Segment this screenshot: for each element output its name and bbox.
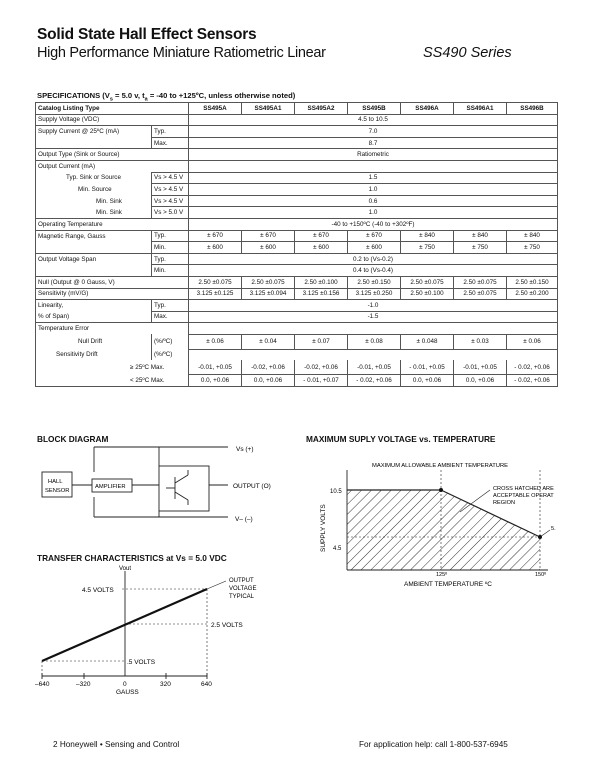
supply-chart-title: MAXIMUM SUPLY VOLTAGE vs. TEMPERATURE (306, 434, 496, 444)
cell-value: ± 0.08 (348, 334, 401, 349)
cell-value: ± 840 (401, 230, 454, 242)
row-label: Output Type (Sink or Source) (36, 149, 189, 161)
block-diagram-title: BLOCK DIAGRAM (37, 434, 109, 444)
y-tick-label: 4.5 (333, 546, 342, 552)
cell-value: ± 840 (454, 230, 507, 242)
cell-value: 2.50 ±0.075 (454, 288, 507, 300)
cell-value: 2.50 ±0.075 (242, 276, 295, 288)
inner-title: MAXIMUM ALLOWABLE AMBIENT TEMPERATURE (372, 463, 509, 469)
cell-value: ± 750 (401, 242, 454, 254)
amplifier-label: AMPLIFIER (95, 484, 126, 490)
model-header: SS495B (348, 103, 401, 115)
cond-label: Vs > 4.5 V (152, 195, 189, 207)
cell-value: 2.50 ±0.075 (454, 276, 507, 288)
row-label: Magnetic Range, Gauss (36, 230, 152, 242)
cell-value: -0.01, +0.05 (348, 360, 401, 375)
cell-value: 2.50 ±0.100 (401, 288, 454, 300)
hall-label: HALL (48, 479, 63, 485)
output-voltage-label: TYPICAL (229, 594, 255, 600)
v-minus-label: V– (–) (235, 516, 253, 523)
row-value: Ratiometric (189, 149, 558, 161)
cell-value: ± 0.048 (401, 334, 454, 349)
page-title: Solid State Hall Effect Sensors (37, 26, 257, 43)
row-label: Operating Temperature (36, 218, 189, 230)
cell-value: 0.0, +0.06 (189, 375, 242, 387)
row-value: -1.5 (189, 311, 558, 323)
gauss-label: GAUSS (116, 689, 139, 696)
data-point (439, 488, 443, 492)
cell-value: - 0.02, +0.06 (348, 375, 401, 387)
cond-label: Typ. (152, 126, 189, 138)
cell-value: ± 600 (348, 242, 401, 254)
cond-label: Typ. (152, 253, 189, 265)
row-value: 0.2 to (Vs-0.2) (189, 253, 558, 265)
cell-value: ± 0.03 (454, 334, 507, 349)
page-subtitle: High Performance Miniature Ratiometric Linear (37, 45, 326, 61)
row-value: 1.0 (189, 184, 558, 196)
end-label: 5. (551, 526, 556, 532)
transfer-title: TRANSFER CHARACTERISTICS at Vs = 5.0 VDC (37, 553, 227, 563)
model-header: SS495A (189, 103, 242, 115)
footer-right: For application help: call 1-800-537-6945 (359, 740, 508, 749)
output-voltage-label: VOLTAGE (229, 586, 257, 592)
row-sublabel: < 25ºC Max. (36, 375, 189, 387)
series-name: SS490 Series (423, 45, 512, 61)
x-tick-label: 640 (201, 681, 212, 688)
cell-value: ± 0.06 (507, 334, 558, 349)
cell-value: ± 0.04 (242, 334, 295, 349)
cell-value: -0.01, +0.05 (454, 360, 507, 375)
model-header: SS496B (507, 103, 558, 115)
cell-value: ± 670 (348, 230, 401, 242)
cell-value: ± 600 (242, 242, 295, 254)
cell-value: -0.02, +0.06 (242, 360, 295, 375)
row-sublabel: Min. Sink (36, 207, 152, 219)
x-tick-label: –640 (35, 681, 50, 688)
cond-label: Vs > 4.5 V (152, 172, 189, 184)
footer-left: 2 Honeywell • Sensing and Control (53, 740, 180, 749)
vs-plus-label: Vs (+) (236, 446, 254, 453)
v25-label: 2.5 VOLTS (211, 622, 243, 629)
row-value: 1.0 (189, 207, 558, 219)
row-sublabel: Sensitivity Drift (36, 349, 152, 360)
row-label: Null (Output @ 0 Gauss, V) (36, 276, 189, 288)
catalog-label: Catalog Listing Type (36, 103, 189, 115)
cell-value: ± 0.07 (295, 334, 348, 349)
row-label: Linearity, (36, 300, 152, 312)
cell-value: 2.50 ±0.150 (507, 276, 558, 288)
x-tick-label: 150º (535, 572, 547, 578)
row-value: 7.0 (189, 126, 558, 138)
cond-label: Vs > 5.0 V (152, 207, 189, 219)
row-value: 0.4 to (Vs-0.4) (189, 265, 558, 277)
unit-label: (%/ºC) (152, 349, 189, 360)
row-label: Output Voltage Span (36, 253, 152, 265)
cell-value: - 0.02, +0.06 (507, 360, 558, 375)
cell-value: 2.50 ±0.100 (295, 276, 348, 288)
specs-heading: SPECIFICATIONS ($V_s = 5.0$ v, $t_a = -40$ to +125ºC, unless otherwise noted) (37, 91, 296, 103)
row-sublabel: Min. Sink (36, 195, 152, 207)
row-sublabel: Null Drift (36, 334, 152, 349)
row-sublabel: Typ. Sink or Source (36, 172, 152, 184)
cond-label: Max. (152, 137, 189, 149)
cell-value: ± 670 (242, 230, 295, 242)
cell-value: ± 750 (454, 242, 507, 254)
cell-value: 0.0, +0.06 (401, 375, 454, 387)
x-tick-label: 320 (160, 681, 171, 688)
row-value: 1.5 (189, 172, 558, 184)
row-label: Sensitivity (mV/G) (36, 288, 189, 300)
x-tick-label: 0 (123, 681, 127, 688)
cond-label: Max. (152, 311, 189, 323)
row-value: -1.0 (189, 300, 558, 312)
cell-value: ± 0.06 (189, 334, 242, 349)
region-note: CROSS HATCHED ARE (493, 486, 554, 492)
cell-value: 3.125 ±0.125 (189, 288, 242, 300)
y-axis-label: SUPPLY VOLTS (320, 504, 327, 552)
cell-value: - 0.02, +0.06 (507, 375, 558, 387)
v45-label: 4.5 VOLTS (82, 587, 114, 594)
cond-label: Vs > 4.5 V (152, 184, 189, 196)
cell-value: 3.125 ±0.156 (295, 288, 348, 300)
cond-label: Typ. (152, 300, 189, 312)
y-tick-label: 10.5 (330, 489, 342, 495)
cell-value: 2.50 ±0.150 (348, 276, 401, 288)
output-label: OUTPUT (O) (233, 483, 271, 490)
row-value: 8.7 (189, 137, 558, 149)
cond-label: Min. (152, 265, 189, 277)
cell-value: ± 670 (189, 230, 242, 242)
cell-value: 2.50 ±0.075 (401, 276, 454, 288)
region-note: REGION (493, 500, 516, 506)
model-header: SS496A (401, 103, 454, 115)
x-tick-label: 125º (436, 572, 448, 578)
sensor-label: SENSOR (45, 488, 70, 494)
cell-value: ± 750 (507, 242, 558, 254)
row-label: Temperature Error (36, 323, 189, 335)
cond-label: Typ. (152, 230, 189, 242)
cell-value: ± 600 (189, 242, 242, 254)
v05-label: .5 VOLTS (127, 659, 156, 666)
output-voltage-label: OUTPUT (229, 578, 254, 584)
row-sublabel: Min. Source (36, 184, 152, 196)
unit-label: (%/ºC) (152, 334, 189, 349)
cell-value: - 0.01, +0.07 (295, 375, 348, 387)
cell-value: -0.02, +0.06 (295, 360, 348, 375)
cell-value: 3.125 ±0.250 (348, 288, 401, 300)
cond-label: Min. (152, 242, 189, 254)
row-label: Supply Current @ 25ºC (mA) (36, 126, 152, 138)
model-header: SS495A2 (295, 103, 348, 115)
row-label: Supply Voltage (VDC) (36, 114, 189, 126)
row-value: 0.6 (189, 195, 558, 207)
row-value: 4.5 to 10.5 (189, 114, 558, 126)
data-point (538, 535, 542, 539)
cell-value: 0.0, +0.06 (242, 375, 295, 387)
vout-label: Vout (119, 566, 132, 572)
row-label: % of Span) (36, 311, 152, 323)
cell-value: ± 600 (295, 242, 348, 254)
model-header: SS496A1 (454, 103, 507, 115)
cell-value: 0.0, +0.06 (454, 375, 507, 387)
row-label: Output Current (mA) (36, 160, 189, 172)
cell-value: ± 840 (507, 230, 558, 242)
cell-value: -0.01, +0.05 (189, 360, 242, 375)
cell-value: ± 670 (295, 230, 348, 242)
cell-value: 2.50 ±0.075 (189, 276, 242, 288)
region-note: ACCEPTABLE OPERAT (493, 493, 554, 499)
row-value: -40 to +150ºC (-40 to +302ºF) (189, 218, 558, 230)
x-axis-label: AMBIENT TEMPERATURE ºC (404, 581, 492, 588)
cell-value: 2.50 ±0.200 (507, 288, 558, 300)
cell-value: - 0.01, +0.05 (401, 360, 454, 375)
x-tick-label: –320 (76, 681, 91, 688)
model-header: SS495A1 (242, 103, 295, 115)
row-sublabel: ≥ 25ºC Max. (36, 360, 189, 375)
cell-value: 3.125 ±0.094 (242, 288, 295, 300)
